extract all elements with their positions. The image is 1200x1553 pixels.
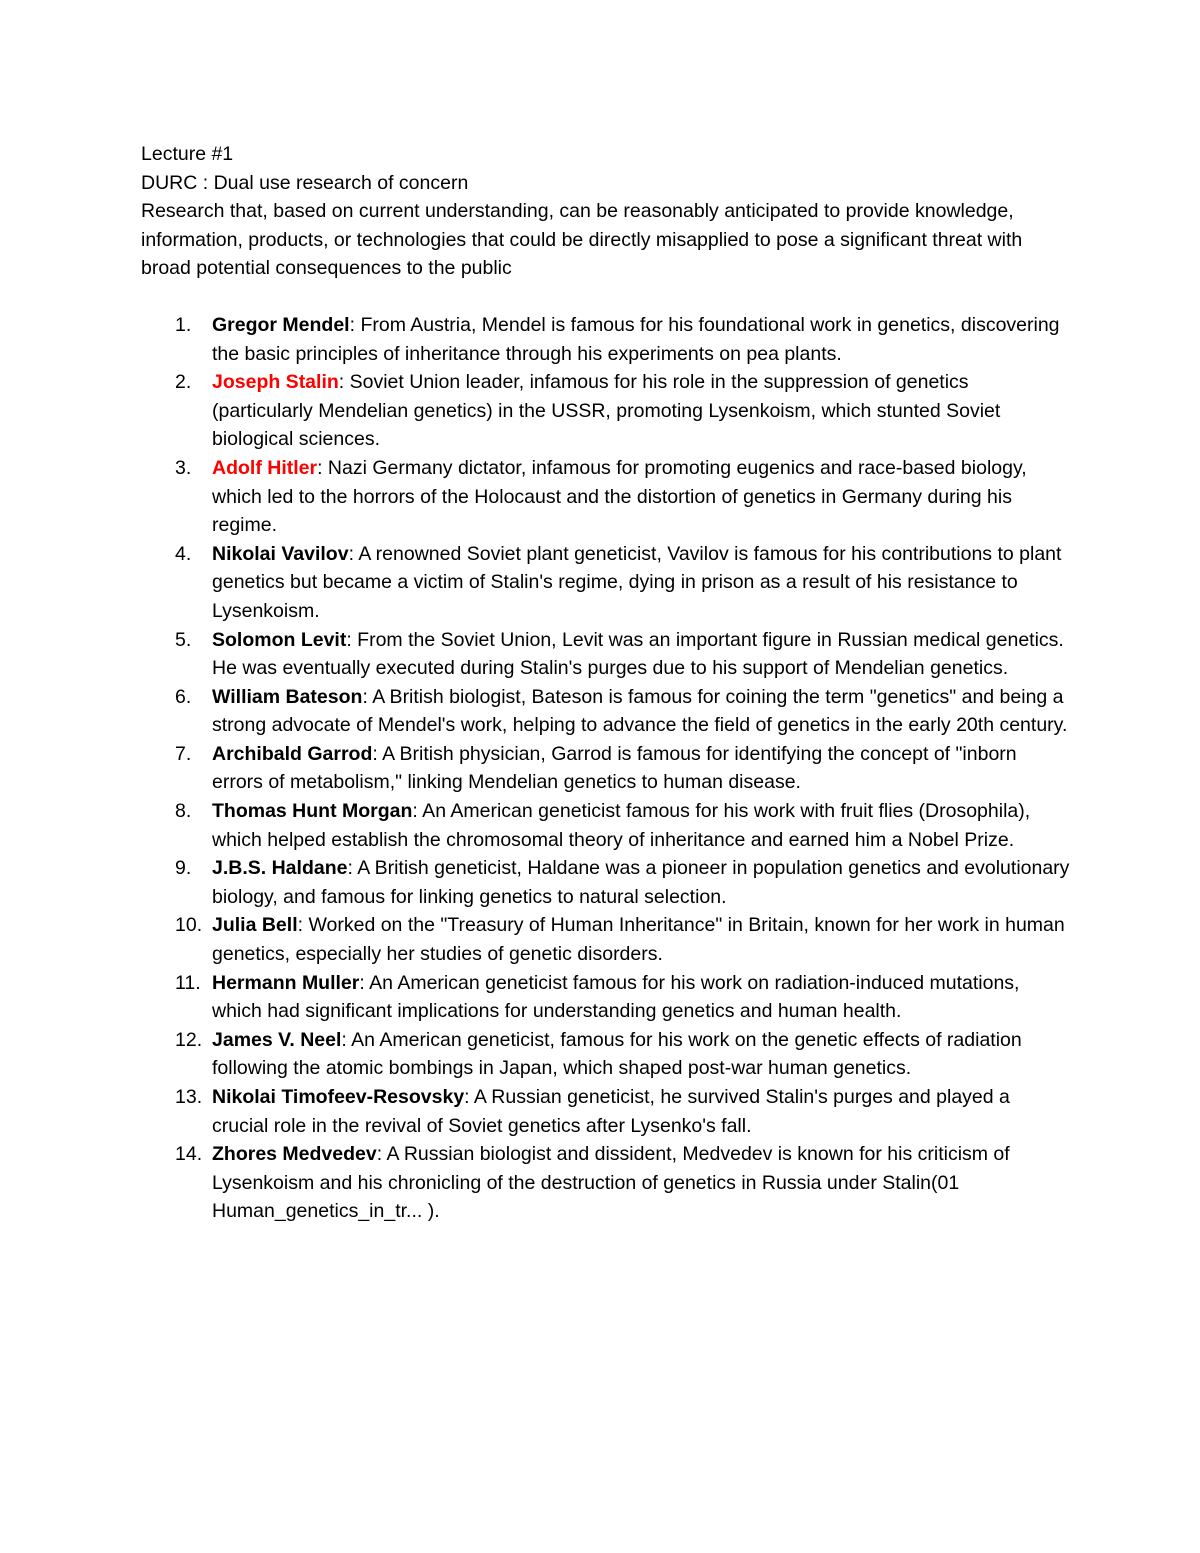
- list-item: [141, 911, 1071, 968]
- person-description: : From the Soviet Union, Levit was an important figure in Russian medical genetics. He was eventually executed during Stalin's purges due to his support of Mendelian genetics.: [212, 628, 1064, 680]
- person-description: : An American geneticist famous for his work on radiation-induced mutations, which had significant implications for understanding genetics and human health.: [212, 971, 1020, 1023]
- person-description: : A British physician, Garrod is famous for identifying the concept of "inborn errors of metabolism," linking Mendelian genetics to human disease.: [212, 742, 1017, 794]
- durc-term: DURC : Dual use research of concern: [141, 171, 469, 194]
- list-number: 3.: [175, 456, 192, 479]
- list-item: [141, 311, 1071, 368]
- list-number: 2.: [175, 371, 192, 394]
- person-description: : A British biologist, Bateson is famous for coining the term "genetics" and being a strong advocate of Mendel's work, helping to advance the field of genetics in the early 20th century.: [212, 685, 1068, 737]
- person-name: Archibald Garrod: [212, 742, 373, 765]
- person-name: Nikolai Vavilov: [212, 542, 349, 565]
- list-number: 13.: [175, 1086, 203, 1108]
- person-description: : A Russian biologist and dissident, Medvedev is known for his criticism of Lysenkoism and his chronicling of the destruction of genetics in Russia under Stalin(01 Human_genetics_in_tr... ).: [212, 1143, 1010, 1223]
- person-description: : A Russian geneticist, he survived Stalin's purges and played a crucial role in the revival of Soviet genetics after Lysenko's fall.: [212, 1086, 1010, 1137]
- list-item: [141, 540, 1071, 626]
- person-description: : A renowned Soviet plant geneticist, Vavilov is famous for his contributions to plant genetics but became a victim of Stalin's regime, dying in prison as a result of his resistance to Lysenkoism.: [212, 542, 1062, 622]
- person-description: : An American geneticist famous for his work with fruit flies (Drosophila), which helped establish the chromosomal theory of inheritance and earned him a Nobel Prize.: [212, 800, 1031, 851]
- list-number: 6.: [175, 685, 192, 708]
- person-description: : A British geneticist, Haldane was a pioneer in population genetics and evolutionary biology, and famous for linking genetics to natural selection.: [212, 857, 1070, 908]
- person-description: : From Austria, Mendel is famous for his foundational work in genetics, discovering the basic principles of inheritance through his experiments on pea plants.: [212, 313, 1060, 365]
- geneticist-list: [141, 311, 1071, 1226]
- person-name: Adolf Hitler: [212, 456, 318, 479]
- person-description: : Soviet Union leader, infamous for his role in the suppression of genetics (particularly Mendelian genetics) in the USSR, promoting Lysenkoism, which stunted Soviet biological sciences.: [212, 371, 1001, 451]
- list-number: 5.: [175, 628, 192, 651]
- list-item: [141, 969, 1071, 1026]
- person-name: Solomon Levit: [212, 628, 347, 651]
- person-name: J.B.S. Haldane: [212, 857, 348, 880]
- list-item: [141, 1083, 1071, 1140]
- person-name: William Bateson: [212, 685, 363, 708]
- paragraph-spacer: [141, 283, 1071, 311]
- list-number: 7.: [175, 742, 192, 765]
- list-item: [141, 1026, 1071, 1083]
- list-number: 10.: [175, 914, 203, 937]
- lecture-heading: Lecture #1: [141, 143, 234, 165]
- document-page: [141, 140, 1071, 1226]
- person-name: Zhores Medvedev: [212, 1143, 377, 1166]
- list-number: 4.: [175, 542, 192, 565]
- list-number: 12.: [175, 1028, 203, 1051]
- person-description: : An American geneticist, famous for his work on the genetic effects of radiation following the atomic bombings in Japan, which shaped post-war human genetics.: [212, 1028, 1022, 1080]
- list-item: [141, 626, 1071, 683]
- person-name: Nikolai Timofeev-Resovsky: [212, 1086, 465, 1108]
- person-description: : Worked on the "Treasury of Human Inheritance" in Britain, known for her work in human genetics, especially her studies of genetic disorders.: [212, 914, 1065, 966]
- person-name: Joseph Stalin: [212, 371, 339, 394]
- list-item: [141, 854, 1071, 911]
- list-item: [141, 1140, 1071, 1226]
- list-number: 11.: [175, 971, 201, 994]
- list-number: 14.: [175, 1143, 203, 1166]
- list-item: [141, 797, 1071, 854]
- list-item: [141, 740, 1071, 797]
- person-name: James V. Neel: [212, 1028, 342, 1051]
- list-item: [141, 454, 1071, 540]
- person-description: : Nazi Germany dictator, infamous for promoting eugenics and race-based biology, which led to the horrors of the Holocaust and the distortion of genetics in Germany during his regime.: [212, 456, 1027, 537]
- person-name: Julia Bell: [212, 914, 298, 937]
- list-number: 9.: [175, 857, 192, 880]
- durc-definition: Research that, based on current understanding, can be reasonably anticipated to provide knowledge, information, products, or technologies that could be directly misapplied to pose a significant threat with broad potential consequences to the public: [141, 200, 1023, 280]
- list-number: 1.: [175, 313, 192, 336]
- list-item: [141, 683, 1071, 740]
- list-item: [141, 368, 1071, 454]
- person-name: Hermann Muller: [212, 971, 360, 994]
- person-name: Thomas Hunt Morgan: [212, 800, 413, 823]
- list-number: 8.: [175, 800, 192, 823]
- person-name: Gregor Mendel: [212, 313, 350, 336]
